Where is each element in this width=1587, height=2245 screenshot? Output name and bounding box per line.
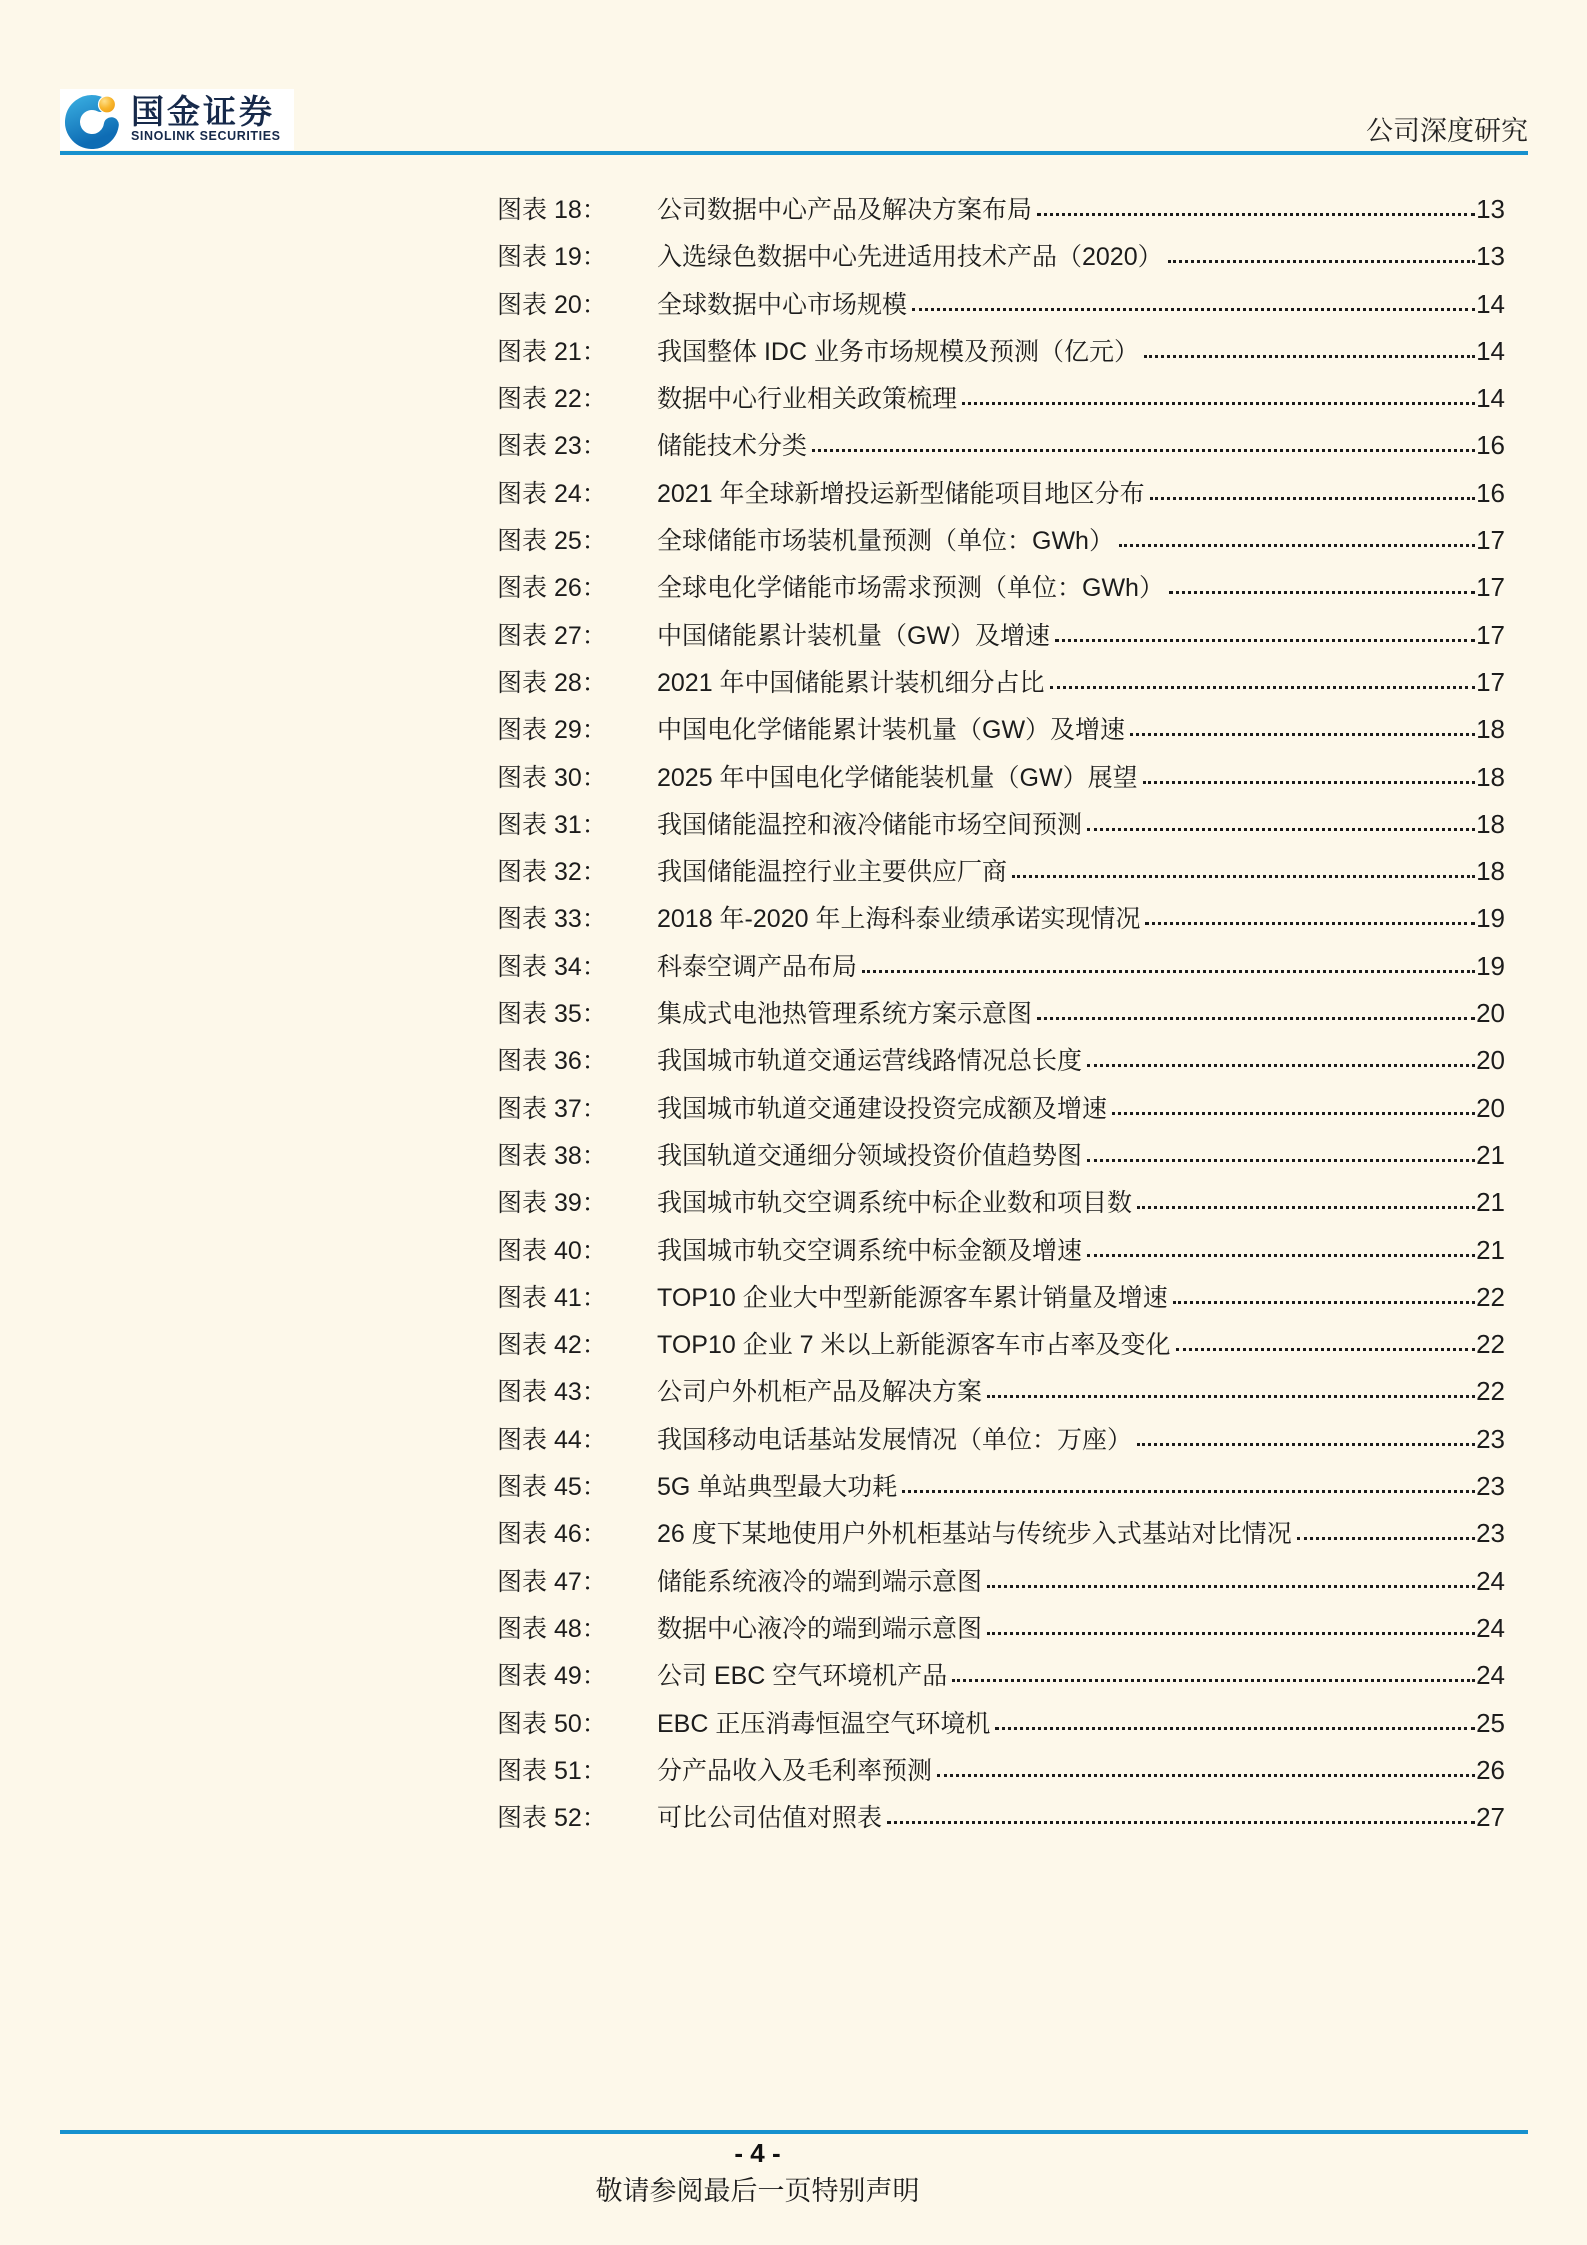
figure-title: 可比公司估值对照表 bbox=[657, 1804, 883, 1833]
figure-label: 图表 40： bbox=[497, 1236, 607, 1265]
dot-leader bbox=[1087, 1254, 1475, 1257]
figure-page-number: 14 bbox=[1476, 383, 1505, 414]
page-number: - 4 - bbox=[734, 2138, 781, 2168]
figure-title: TOP10 企业 7 米以上新能源客车市占率及变化 bbox=[657, 1331, 1171, 1360]
dot-leader bbox=[1144, 355, 1475, 358]
figure-page-number: 14 bbox=[1476, 335, 1505, 366]
figure-label: 图表 18： bbox=[497, 196, 607, 224]
figure-page-number: 13 bbox=[1476, 241, 1505, 272]
figure-page-number: 17 bbox=[1476, 525, 1505, 556]
figure-page-number: 19 bbox=[1476, 903, 1505, 934]
dot-leader bbox=[995, 1727, 1475, 1730]
figure-toc-entry[interactable] bbox=[497, 1037, 1505, 1084]
figure-label: 图表 27： bbox=[497, 621, 607, 650]
figure-title: 公司户外机柜产品及解决方案 bbox=[657, 1378, 983, 1407]
figure-list bbox=[497, 186, 1505, 1841]
dot-leader bbox=[902, 1490, 1475, 1493]
figure-page-number: 23 bbox=[1476, 1423, 1505, 1454]
figure-title: 全球数据中心市场规模 bbox=[657, 290, 908, 319]
sinolink-logo bbox=[60, 89, 294, 150]
figure-title: 全球储能市场装机量预测（单位：GWh） bbox=[657, 527, 1114, 556]
figure-title: 公司数据中心产品及解决方案布局 bbox=[657, 196, 1033, 224]
dot-leader bbox=[812, 449, 1475, 452]
figure-page-number: 26 bbox=[1476, 1754, 1505, 1785]
figure-page-number: 22 bbox=[1476, 1329, 1505, 1360]
figure-title: 2018 年-2020 年上海科泰业绩承诺实现情况 bbox=[657, 905, 1141, 934]
figure-label: 图表 33： bbox=[497, 905, 607, 934]
figure-page-number: 18 bbox=[1476, 714, 1505, 745]
dot-leader bbox=[1087, 828, 1475, 831]
figure-page-number: 13 bbox=[1476, 194, 1505, 224]
figure-toc-entry[interactable] bbox=[497, 990, 1505, 1037]
figure-label: 图表 25： bbox=[497, 527, 607, 556]
figure-title: 我国储能温控行业主要供应厂商 bbox=[657, 858, 1008, 887]
figure-title: 集成式电池热管理系统方案示意图 bbox=[657, 1000, 1033, 1029]
figure-title: 2021 年全球新增投运新型储能项目地区分布 bbox=[657, 479, 1145, 508]
logo-name-en: SINOLINK SECURITIES bbox=[131, 128, 281, 143]
figure-title: 我国城市轨道交通建设投资完成额及增速 bbox=[657, 1094, 1108, 1123]
dot-leader bbox=[937, 1774, 1475, 1777]
figure-page-number: 20 bbox=[1476, 998, 1505, 1029]
figure-page-number: 23 bbox=[1476, 1518, 1505, 1549]
dot-leader bbox=[1050, 686, 1476, 689]
figure-label: 图表 38： bbox=[497, 1141, 607, 1170]
figure-toc-entry[interactable] bbox=[497, 706, 1505, 753]
figure-toc-entry[interactable] bbox=[497, 517, 1505, 564]
figure-page-number: 16 bbox=[1476, 477, 1505, 508]
figure-page-number: 24 bbox=[1476, 1660, 1505, 1691]
figure-page-number: 19 bbox=[1476, 950, 1505, 981]
figure-label: 图表 30： bbox=[497, 763, 607, 792]
dot-leader bbox=[987, 1585, 1475, 1588]
figure-label: 图表 50： bbox=[497, 1709, 607, 1738]
figure-title: 2021 年中国储能累计装机细分占比 bbox=[657, 668, 1045, 697]
dot-leader bbox=[1012, 875, 1475, 878]
figure-page-number: 18 bbox=[1476, 808, 1505, 839]
figure-title: 我国城市轨交空调系统中标企业数和项目数 bbox=[657, 1189, 1133, 1218]
figure-label: 图表 29： bbox=[497, 716, 607, 745]
dot-leader bbox=[1137, 1206, 1475, 1209]
figure-title: 分产品收入及毛利率预测 bbox=[657, 1756, 933, 1785]
figure-toc-entry[interactable] bbox=[497, 233, 1505, 280]
figure-toc-entry[interactable] bbox=[497, 659, 1505, 706]
figure-page-number: 20 bbox=[1476, 1092, 1505, 1123]
dot-leader bbox=[1037, 1017, 1475, 1020]
figure-toc-entry[interactable] bbox=[497, 470, 1505, 517]
figure-page-number: 18 bbox=[1476, 856, 1505, 887]
figure-title: 中国电化学储能累计装机量（GW）及增速 bbox=[657, 716, 1126, 745]
figure-title: 入选绿色数据中心先进适用技术产品（2020） bbox=[657, 243, 1163, 272]
figure-toc-entry[interactable] bbox=[497, 564, 1505, 611]
figure-toc-entry[interactable] bbox=[497, 1747, 1505, 1794]
figure-title: 2025 年中国电化学储能装机量（GW）展望 bbox=[657, 763, 1138, 792]
dot-leader bbox=[887, 1821, 1475, 1824]
figure-page-number: 21 bbox=[1476, 1187, 1505, 1218]
dot-leader bbox=[987, 1395, 1475, 1398]
figure-label: 图表 41： bbox=[497, 1283, 607, 1312]
figure-title: 数据中心液冷的端到端示意图 bbox=[657, 1614, 983, 1643]
figure-toc-entry[interactable] bbox=[497, 1700, 1505, 1747]
figure-toc-entry[interactable] bbox=[497, 612, 1505, 659]
figure-title: TOP10 企业大中型新能源客车累计销量及增速 bbox=[657, 1283, 1168, 1312]
dot-leader bbox=[1150, 497, 1476, 500]
footer-divider bbox=[60, 2130, 1528, 2134]
figure-label: 图表 24： bbox=[497, 479, 607, 508]
figure-title: 我国城市轨交空调系统中标金额及增速 bbox=[657, 1236, 1083, 1265]
dot-leader bbox=[1130, 733, 1475, 736]
dot-leader bbox=[1055, 639, 1475, 642]
dot-leader bbox=[1143, 781, 1475, 784]
dot-leader bbox=[1173, 1301, 1475, 1304]
figure-page-number: 27 bbox=[1476, 1802, 1505, 1833]
footer-disclaimer: 敬请参阅最后一页特别声明 bbox=[595, 2176, 920, 2206]
figure-toc-entry[interactable] bbox=[497, 1085, 1505, 1132]
figure-title: 中国储能累计装机量（GW）及增速 bbox=[657, 621, 1051, 650]
figure-title: 我国整体 IDC 业务市场规模及预测（亿元） bbox=[657, 337, 1139, 366]
figure-page-number: 14 bbox=[1476, 288, 1505, 319]
figure-page-number: 17 bbox=[1476, 619, 1505, 650]
figure-label: 图表 28： bbox=[497, 668, 607, 697]
figure-toc-entry[interactable] bbox=[497, 186, 1505, 233]
figure-label: 图表 51： bbox=[497, 1756, 607, 1785]
figure-label: 图表 32： bbox=[497, 858, 607, 887]
figure-page-number: 25 bbox=[1476, 1707, 1505, 1738]
figure-label: 图表 20： bbox=[497, 290, 607, 319]
figure-label: 图表 48： bbox=[497, 1614, 607, 1643]
figure-toc-entry[interactable] bbox=[497, 1179, 1505, 1226]
figure-title: 科泰空调产品布局 bbox=[657, 952, 858, 981]
figure-title: EBC 正压消毒恒温空气环境机 bbox=[657, 1709, 991, 1738]
figure-title: 储能技术分类 bbox=[657, 432, 808, 461]
figure-title: 数据中心行业相关政策梳理 bbox=[657, 385, 958, 414]
figure-toc-entry[interactable] bbox=[497, 1368, 1505, 1415]
figure-label: 图表 21： bbox=[497, 337, 607, 366]
figure-label: 图表 49： bbox=[497, 1662, 607, 1691]
figure-label: 图表 43： bbox=[497, 1378, 607, 1407]
figure-label: 图表 39： bbox=[497, 1189, 607, 1218]
dot-leader bbox=[962, 402, 1475, 405]
dot-leader bbox=[1145, 922, 1475, 925]
dot-leader bbox=[987, 1632, 1475, 1635]
figure-label: 图表 35： bbox=[497, 1000, 607, 1029]
dot-leader bbox=[1037, 213, 1475, 216]
figure-title: 储能系统液冷的端到端示意图 bbox=[657, 1567, 983, 1596]
figure-page-number: 21 bbox=[1476, 1234, 1505, 1265]
figure-toc-entry[interactable] bbox=[497, 848, 1505, 895]
dot-leader bbox=[1297, 1537, 1475, 1540]
figure-toc-entry[interactable] bbox=[497, 754, 1505, 801]
figure-label: 图表 37： bbox=[497, 1094, 607, 1123]
sinolink-logo-icon bbox=[64, 91, 122, 149]
figure-label: 图表 46： bbox=[497, 1520, 607, 1549]
figure-toc-entry[interactable] bbox=[497, 1132, 1505, 1179]
figure-toc-entry[interactable] bbox=[497, 943, 1505, 990]
figure-page-number: 17 bbox=[1476, 572, 1505, 603]
figure-label: 图表 26： bbox=[497, 574, 607, 603]
figure-title: 我国城市轨道交通运营线路情况总长度 bbox=[657, 1047, 1083, 1076]
figure-label: 图表 22： bbox=[497, 385, 607, 414]
figure-toc-entry[interactable] bbox=[497, 328, 1505, 375]
figure-label: 图表 42： bbox=[497, 1331, 607, 1360]
figure-label: 图表 31： bbox=[497, 810, 607, 839]
figure-toc-entry[interactable] bbox=[497, 1416, 1505, 1463]
report-type-label: 公司深度研究 bbox=[1366, 116, 1528, 146]
figure-label: 图表 19： bbox=[497, 243, 607, 272]
figure-title: 5G 单站典型最大功耗 bbox=[657, 1473, 898, 1502]
dot-leader bbox=[952, 1679, 1475, 1682]
figure-label: 图表 45： bbox=[497, 1473, 607, 1502]
figure-toc-entry[interactable] bbox=[497, 1227, 1505, 1274]
dot-leader bbox=[1168, 260, 1475, 263]
dot-leader bbox=[1087, 1064, 1475, 1067]
figure-label: 图表 44： bbox=[497, 1425, 607, 1454]
figure-toc-entry[interactable] bbox=[497, 801, 1505, 848]
figure-label: 图表 36： bbox=[497, 1047, 607, 1076]
dot-leader bbox=[1112, 1112, 1475, 1115]
figure-page-number: 23 bbox=[1476, 1471, 1505, 1502]
header-divider bbox=[60, 151, 1528, 155]
figure-toc-entry[interactable] bbox=[497, 1558, 1505, 1605]
figure-label: 图表 34： bbox=[497, 952, 607, 981]
dot-leader bbox=[1169, 591, 1475, 594]
figure-toc-entry[interactable] bbox=[497, 1321, 1505, 1368]
figure-label: 图表 23： bbox=[497, 432, 607, 461]
figure-toc-entry[interactable] bbox=[497, 281, 1505, 328]
figure-page-number: 16 bbox=[1476, 430, 1505, 461]
figure-page-number: 24 bbox=[1476, 1612, 1505, 1643]
figure-title: 我国移动电话基站发展情况（单位：万座） bbox=[657, 1425, 1133, 1454]
figure-label: 图表 47： bbox=[497, 1567, 607, 1596]
figure-toc-entry[interactable] bbox=[497, 1510, 1505, 1557]
figure-title: 26 度下某地使用户外机柜基站与传统步入式基站对比情况 bbox=[657, 1520, 1292, 1549]
figure-toc-entry[interactable] bbox=[497, 422, 1505, 469]
dot-leader bbox=[1119, 544, 1475, 547]
figure-title: 我国储能温控和液冷储能市场空间预测 bbox=[657, 810, 1083, 839]
figure-toc-entry[interactable] bbox=[497, 1652, 1505, 1699]
figure-page-number: 20 bbox=[1476, 1045, 1505, 1076]
figure-title: 我国轨道交通细分领域投资价值趋势图 bbox=[657, 1141, 1083, 1170]
figure-toc-entry[interactable] bbox=[497, 1605, 1505, 1652]
dot-leader bbox=[1087, 1159, 1475, 1162]
figure-toc-entry[interactable] bbox=[497, 375, 1505, 422]
figure-page-number: 24 bbox=[1476, 1565, 1505, 1596]
figure-page-number: 22 bbox=[1476, 1281, 1505, 1312]
figure-page-number: 21 bbox=[1476, 1139, 1505, 1170]
dot-leader bbox=[862, 970, 1475, 973]
dot-leader bbox=[1176, 1348, 1476, 1351]
figure-toc-entry[interactable] bbox=[497, 1794, 1505, 1841]
logo-name-cn: 国金证券 bbox=[131, 93, 275, 131]
dot-leader bbox=[1137, 1443, 1475, 1446]
figure-label: 图表 52： bbox=[497, 1804, 607, 1833]
figure-title: 公司 EBC 空气环境机产品 bbox=[657, 1662, 948, 1691]
dot-leader bbox=[912, 308, 1475, 311]
figure-toc-entry[interactable] bbox=[497, 1463, 1505, 1510]
figure-page-number: 22 bbox=[1476, 1376, 1505, 1407]
figure-title: 全球电化学储能市场需求预测（单位：GWh） bbox=[657, 574, 1164, 603]
figure-toc-entry[interactable] bbox=[497, 895, 1505, 942]
figure-page-number: 17 bbox=[1476, 666, 1505, 697]
figure-toc-entry[interactable] bbox=[497, 1274, 1505, 1321]
figure-page-number: 18 bbox=[1476, 761, 1505, 792]
